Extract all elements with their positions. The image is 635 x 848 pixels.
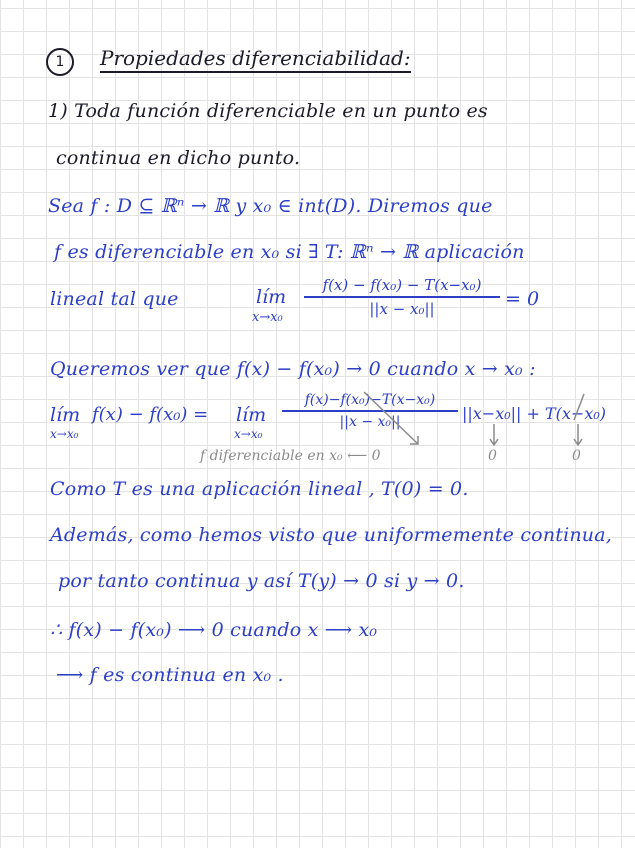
definition-line-2: f es diferenciable en x₀ si ∃ T: ℝⁿ → ℝ aplicación (54, 241, 525, 263)
statement-line-2: continua en dicho punto. (56, 147, 301, 169)
section-number-badge: 1 (46, 48, 74, 76)
proof-limit-right: lím (236, 404, 267, 426)
definition-fraction-numerator: f(x) − f(x₀) − T(x−x₀) (322, 276, 482, 294)
proof-limit-right-subscript: x→x₀ (234, 427, 263, 441)
proof-goal-line: Queremos ver que f(x) − f(x₀) → 0 cuando x → x₀ : (50, 358, 536, 380)
proof-line-por-tanto: por tanto continua y así T(y) → 0 si y → 0. (58, 570, 465, 592)
proof-annotation-zero-2: 0 (572, 448, 581, 464)
section-title: Propiedades diferenciabilidad: (100, 46, 411, 73)
definition-fraction-denominator: ||x − x₀|| (304, 296, 500, 318)
definition-limit: lím (256, 286, 287, 308)
proof-line-ademas: Además, como hemos visto que uniformemente continua, (50, 524, 613, 546)
proof-limit-left-subscript: x→x₀ (50, 427, 79, 441)
definition-line-1: Sea f : D ⊆ ℝⁿ → ℝ y x₀ ∈ int(D). Diremos que (48, 195, 493, 217)
statement-line-1: 1) Toda función diferenciable en un punto es (48, 100, 488, 122)
definition-limit-subscript: x→x₀ (252, 310, 283, 325)
definition-line-3: lineal tal que (50, 288, 179, 310)
proof-line-T0: Como T es una aplicación lineal , T(0) = 0. (50, 478, 469, 500)
proof-expression-tail: ||x−x₀|| + T(x−x₀) (462, 404, 607, 423)
strike-arrow-line (364, 392, 418, 444)
proof-limit-left: lím (50, 404, 81, 426)
proof-annotation-differentiable: f diferenciable en x₀ ⟵ 0 (200, 448, 381, 464)
proof-fraction-denominator: ||x − x₀|| (282, 410, 458, 430)
proof-fraction-numerator: f(x)−f(x₀)−T(x−x₀) (304, 392, 436, 408)
strike-line-2 (574, 394, 584, 420)
definition-equals-zero: = 0 (505, 288, 540, 310)
proof-annotation-zero-1: 0 (488, 448, 497, 464)
proof-line-therefore: ∴ f(x) − f(x₀) ⟶ 0 cuando x ⟶ x₀ (50, 619, 378, 641)
proof-line-conclusion: ⟶ f es continua en x₀ . (56, 664, 284, 686)
proof-expression-left: f(x) − f(x₀) = (92, 404, 209, 425)
